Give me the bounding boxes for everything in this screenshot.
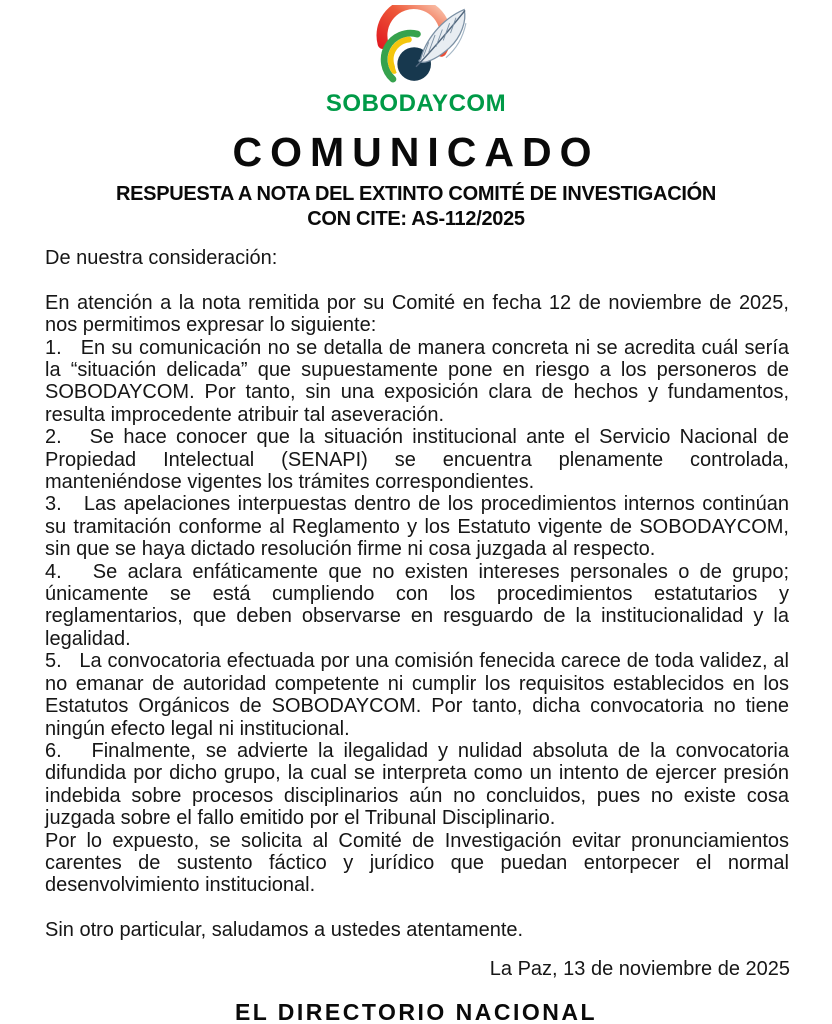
paragraph: Por lo expuesto, se solicita al Comité de Investigación evitar pronunciamientos carentes de sustento fáctico y jurídico que puedan entorpecer el normal desenvolvimiento institucional. [45, 829, 789, 897]
paragraph: Sin otro particular, saludamos a ustedes atentamente. [45, 919, 524, 942]
document-cite: CON CITE: AS-112/2025 [307, 208, 525, 230]
document-header [0, 5, 832, 231]
document-title: COMUNICADO [232, 129, 600, 175]
sobodaycom-logo [0, 5, 832, 116]
logo-emblem [334, 5, 498, 94]
paragraph: 4. Se aclara enfáticamente que no existen intereses personales o de grupo; únicamente se está cumpliendo con los procedimientos estatutarios y reglamentarios, que deben observarse en resguardo de la institucionalidad y la legalidad. [45, 560, 789, 650]
paragraph: En atención a la nota remitida por su Comité en fecha 12 de noviembre de 2025, nos permitimos expresar lo siguiente: [45, 291, 789, 337]
paragraph: 5. La convocatoria efectuada por una comisión fenecida carece de toda validez, al no emanar de autoridad competente ni cumplir los requisitos establecidos en los Estatutos Orgánicos de SOBODAYCOM. Por tanto, dicha convocatoria no tiene ningún efecto legal ni institucional. [45, 650, 789, 740]
paragraph: 2. Se hace conocer que la situación institucional ante el Servicio Nacional de Propiedad Intelectual (SENAPI) se encuentra plenamente controlada, manteniéndose vigentes los trámites correspondientes. [45, 426, 789, 494]
signature: EL DIRECTORIO NACIONAL [234, 998, 598, 1024]
dateline: La Paz, 13 de noviembre de 2025 [489, 957, 790, 980]
document-body [0, 247, 832, 942]
paragraph: 3. Las apelaciones interpuestas dentro de los procedimientos internos continúan su tramitación conforme al Reglamento y los Estatuto vigente de SOBODAYCOM, sin que se haya dictado resolución firme ni cosa juzgada al respecto. [45, 493, 789, 561]
document-subtitle: RESPUESTA A NOTA DEL EXTINTO COMITÉ DE INVESTIGACIÓN [115, 183, 716, 205]
paragraph: 6. Finalmente, se advierte la ilegalidad y nulidad absoluta de la convocatoria difundida por dicho grupo, la cual se interpreta como un intento de ejercer presión indebida sobre procesos disciplinarios aún no concluidos, pues no existe cosa juzgada sobre el fallo emitido por el Tribunal Disciplinario. [45, 739, 789, 830]
paragraph: 1. En su comunicación no se detalla de manera concreta ni se acredita cuál sería la “situación delicada” que supuestamente pone en riesgo a los personeros de SOBODAYCOM. Por tanto, sin una exposición clara de hechos y fundamentos, resulta improcedente atribuir tal aseveración. [45, 336, 789, 426]
logo-wordmark: SOBODAYCOM [325, 90, 507, 117]
paragraph: De nuestra consideración: [45, 247, 278, 269]
